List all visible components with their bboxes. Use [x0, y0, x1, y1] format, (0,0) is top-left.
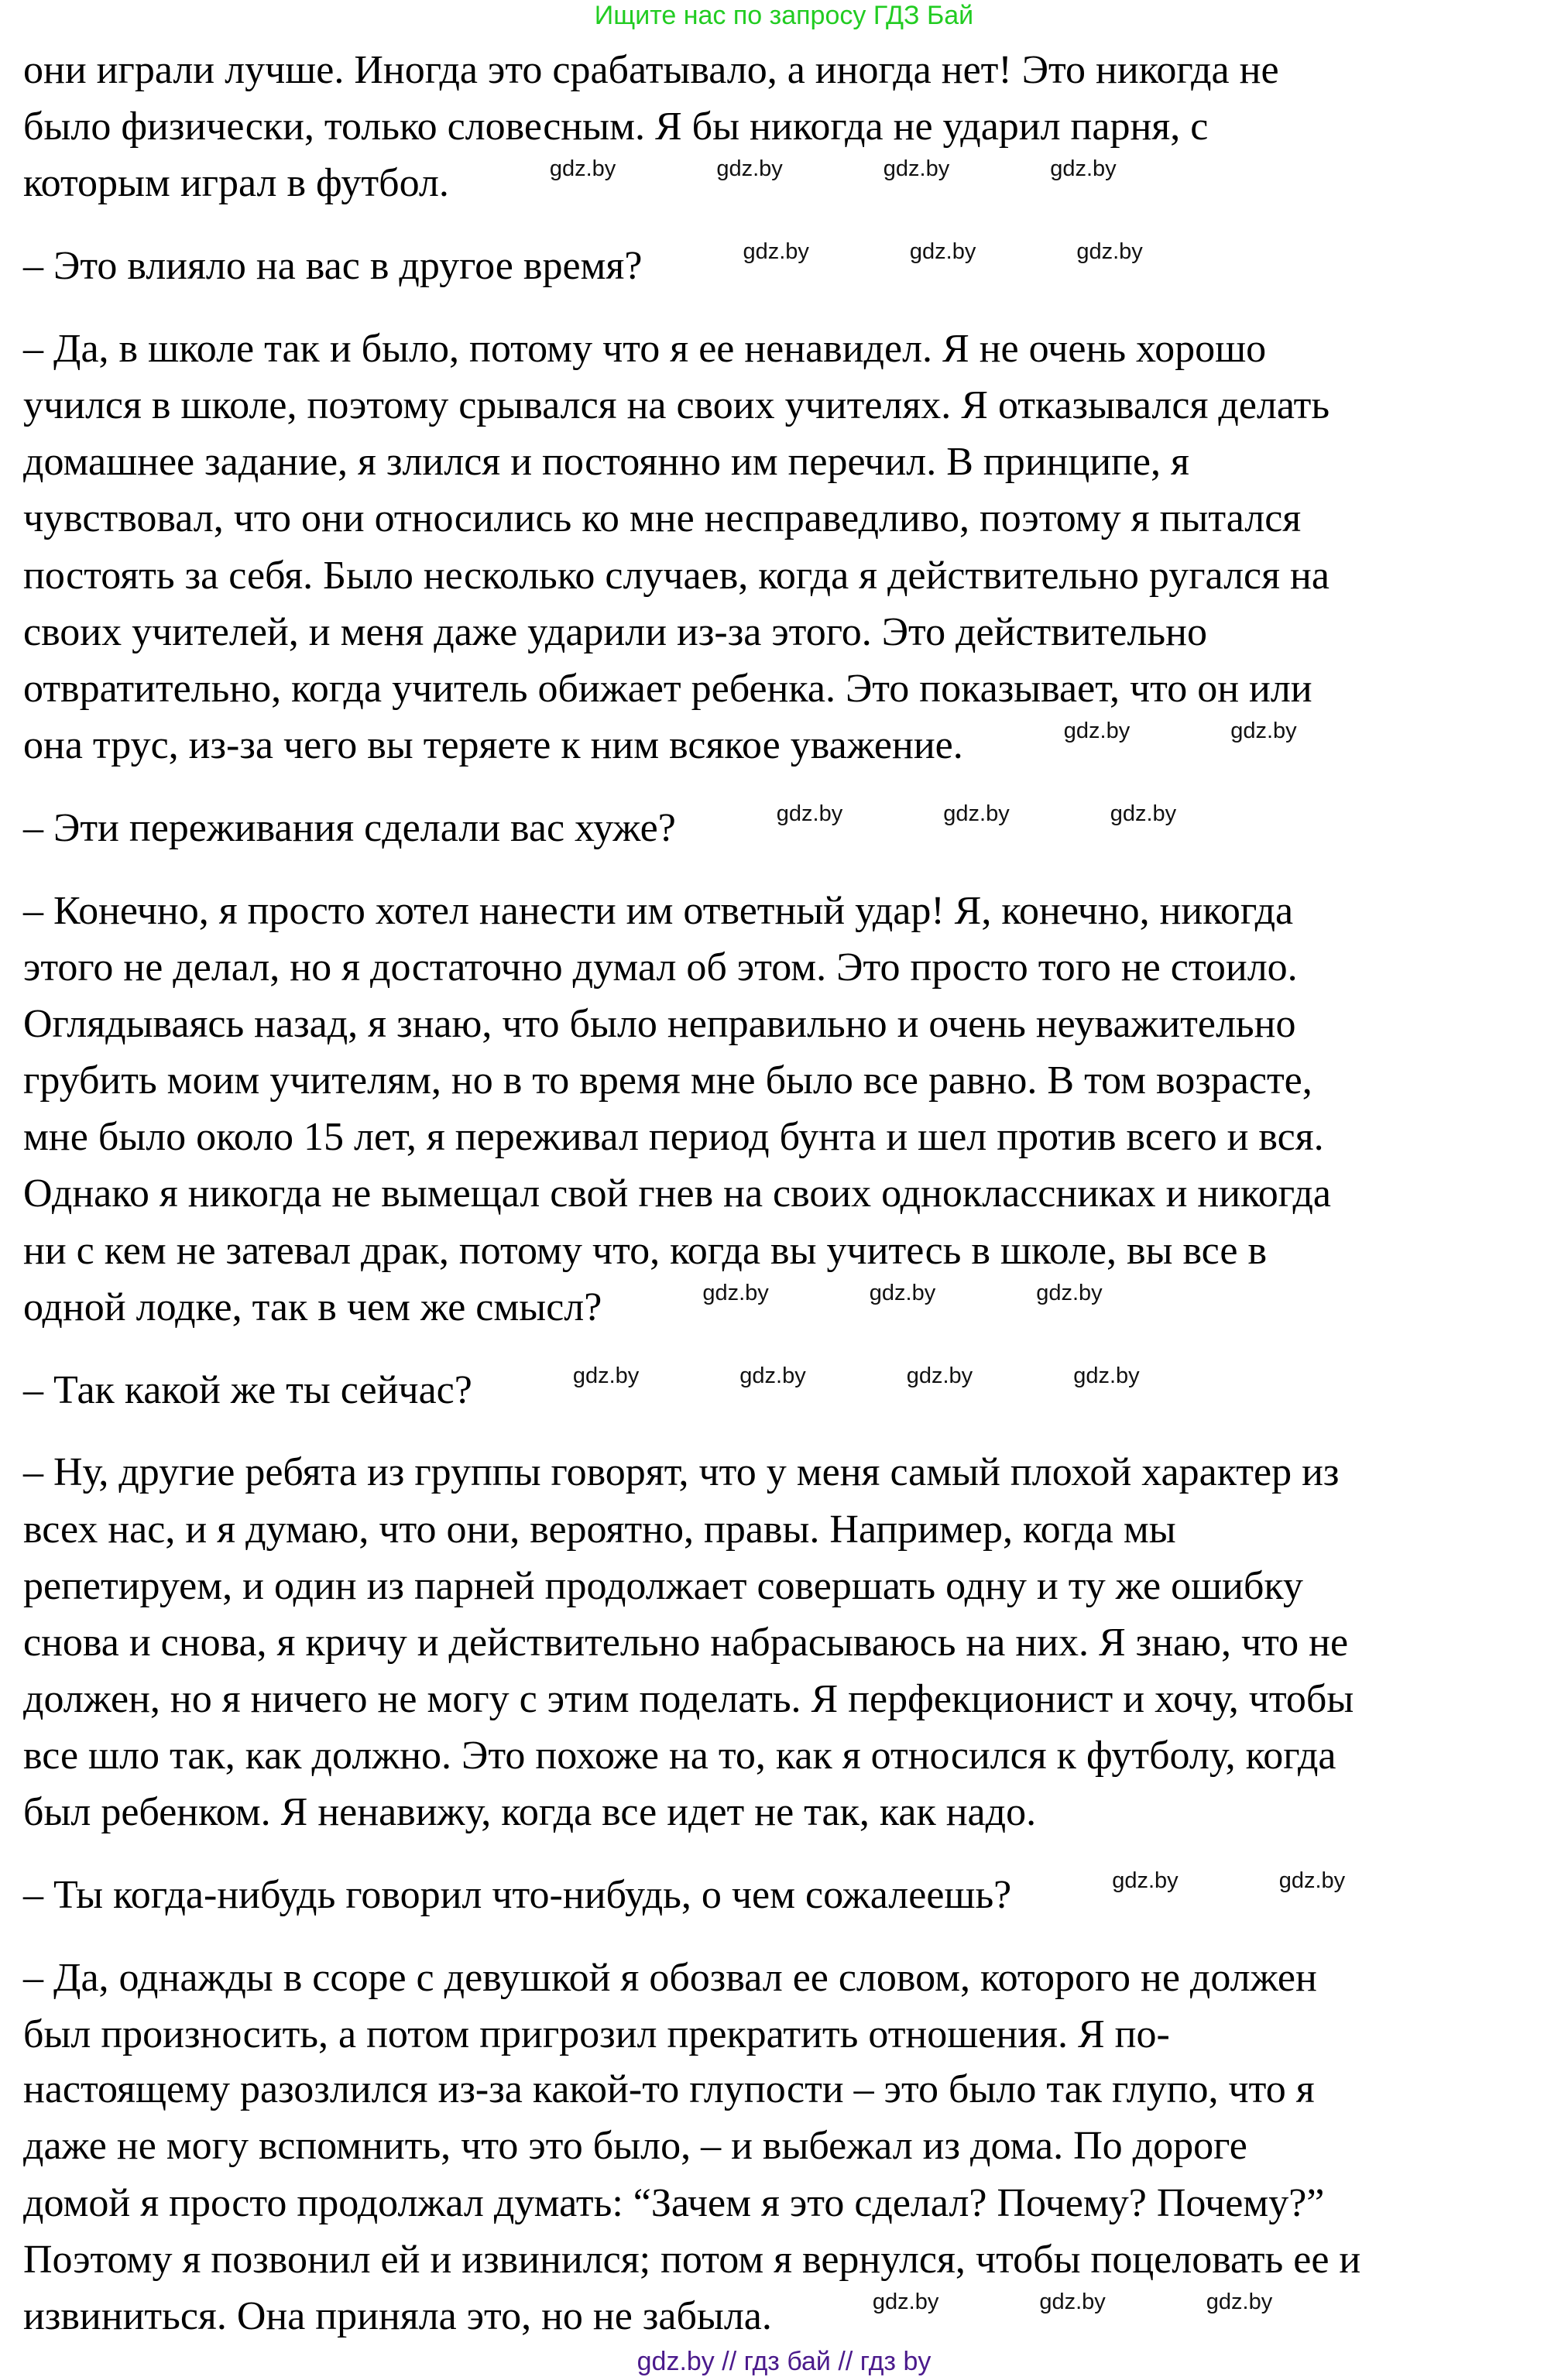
text-line: [23, 2118, 1247, 2174]
text-line-content: этого не делал, но я достаточно думал об этом. Это просто того не стоило.: [23, 945, 1298, 990]
text-line: [23, 940, 1298, 996]
text-line: [23, 996, 1295, 1052]
text-line: [23, 491, 1301, 547]
text-line-content: мне было около 15 лет, я переживал период бунта и шел против всего и вся.: [23, 1115, 1324, 1160]
text-line-content: всех нас, и я думаю, что они, вероятно, правы. Например, когда мы: [23, 1507, 1176, 1552]
watermark: gdz.by: [1230, 719, 1297, 744]
text-line-content: Поэтому я позвонил ей и извинился; потом я вернулся, чтобы поцеловать ее и: [23, 2237, 1361, 2282]
text-line: [23, 2176, 1324, 2231]
text-line: [23, 1363, 1140, 1418]
text-line-content: которым играл в футбол.: [23, 161, 449, 206]
watermark: gdz.by: [716, 156, 783, 182]
text-line: [23, 801, 1176, 856]
text-line: [23, 1502, 1176, 1558]
footer-links[interactable]: gdz.by // гдз бай // гдз by: [636, 2347, 932, 2376]
text-line: [23, 2062, 1315, 2118]
watermark: gdz.by: [549, 156, 616, 182]
search-banner: Ищите нас по запросу ГДЗ Бай: [594, 1, 974, 30]
watermark: gdz.by: [572, 1363, 640, 1388]
watermark: gdz.by: [1110, 801, 1177, 826]
text-line: [23, 1950, 1317, 2006]
text-line: [23, 605, 1207, 660]
text-line: [23, 1445, 1339, 1501]
text-line-content: чувствовал, что они относились ко мне несправедливо, поэтому я пытался: [23, 496, 1302, 541]
text-line-content: – Ты когда-нибудь говорил что-нибудь, о чем сожалеешь?: [23, 1873, 1012, 1918]
text-line-content: был ребенком. Я ненавижу, когда все идет не так, как надо.: [23, 1790, 1037, 1835]
text-line: [23, 1728, 1336, 1784]
text-line: [23, 43, 1279, 98]
watermark: gdz.by: [943, 801, 1010, 826]
text-line: [23, 99, 1208, 155]
watermark: gdz.by: [702, 1280, 769, 1305]
watermark: gdz.by: [909, 239, 976, 265]
text-line-content: – Эти переживания сделали вас хуже?: [23, 805, 676, 850]
text-line-content: – Да, однажды в ссоре с девушкой я обозвал ее словом, которого не должен: [23, 1955, 1317, 2000]
text-line-content: репетируем, и один из парней продолжает совершать одну и ту же ошибку: [23, 1563, 1303, 1608]
text-line: [23, 1672, 1354, 1727]
text-line: [23, 883, 1293, 939]
text-line-content: она трус, из-за чего вы теряете к ним всякое уважение.: [23, 723, 963, 768]
text-line-content: постоять за себя. Было несколько случаев, когда я действительно ругался на: [23, 553, 1330, 598]
text-line: [23, 2289, 1272, 2344]
watermark: gdz.by: [906, 1363, 973, 1388]
text-line-content: даже не могу вспомнить, что это было, – и выбежал из дома. По дороге: [23, 2124, 1247, 2169]
text-line: [23, 661, 1312, 717]
text-line: [23, 1559, 1303, 1614]
text-line-content: отвратительно, когда учитель обижает ребенка. Это показывает, что он или: [23, 666, 1312, 711]
text-line-content: – Конечно, я просто хотел нанести им ответный удар! Я, конечно, никогда: [23, 888, 1294, 933]
watermark: gdz.by: [776, 801, 843, 826]
text-line-content: домашнее задание, я злился и постоянно им перечил. В принципе, я: [23, 440, 1189, 485]
watermark: gdz.by: [1036, 1280, 1103, 1305]
text-line-content: – Ну, другие ребята из группы говорят, что у меня самый плохой характер из: [23, 1450, 1340, 1495]
watermark: gdz.by: [1050, 156, 1117, 182]
text-line-content: ни с кем не затевал драк, потому что, когда вы учитесь в школе, вы все в: [23, 1228, 1268, 1273]
text-line: [23, 2232, 1360, 2288]
text-line: [23, 1223, 1267, 1279]
watermark: gdz.by: [743, 239, 809, 265]
text-line: [23, 2007, 1170, 2063]
text-line: [23, 1053, 1312, 1109]
watermark: gdz.by: [883, 156, 950, 182]
watermark: gdz.by: [1112, 1868, 1179, 1894]
text-line: [23, 378, 1330, 434]
text-line: [23, 434, 1189, 490]
text-line: [23, 156, 1117, 211]
text-line-content: – Да, в школе так и было, потому что я ее ненавидел. Я не очень хорошо: [23, 326, 1267, 371]
text-line-content: Однако я никогда не вымещал свой гнев на своих одноклассниках и никогда: [23, 1171, 1331, 1216]
text-line-content: все шло так, как должно. Это похоже на то, как я относился к футболу, когда: [23, 1734, 1336, 1778]
text-line-content: учился в школе, поэтому срывался на своих учителях. Я отказывался делать: [23, 383, 1330, 428]
text-line-content: было физически, только словесным. Я бы никогда не ударил парня, с: [23, 105, 1209, 149]
text-line-content: одной лодке, так в чем же смысл?: [23, 1285, 602, 1329]
text-line-content: своих учителей, и меня даже ударили из-за этого. Это действительно: [23, 609, 1207, 654]
text-line-content: – Так какой же ты сейчас?: [23, 1367, 472, 1412]
watermark: gdz.by: [739, 1363, 806, 1388]
text-line-content: должен, но я ничего не могу с этим поделать. Я перфекционист и хочу, чтобы: [23, 1677, 1354, 1722]
text-line: [23, 1166, 1331, 1222]
text-line-content: Оглядываясь назад, я знаю, что было неправильно и очень неуважительно: [23, 1001, 1296, 1046]
watermark: gdz.by: [872, 2289, 939, 2314]
watermark: gdz.by: [1278, 1868, 1346, 1894]
watermark: gdz.by: [869, 1280, 936, 1305]
text-line-content: – Это влияло на вас в другое время?: [23, 244, 643, 289]
text-line-content: извиниться. Она приняла это, но не забыла.: [23, 2293, 772, 2338]
text-line: [23, 548, 1330, 604]
text-line: [23, 1615, 1348, 1671]
text-line-content: грубить моим учителям, но в то время мне было все равно. В том возрасте,: [23, 1058, 1312, 1103]
text-line-content: был произносить, а потом пригрозил прекратить отношения. Я по-: [23, 2012, 1170, 2057]
text-line: [23, 718, 1297, 773]
watermark: gdz.by: [1039, 2289, 1106, 2314]
watermark: gdz.by: [1073, 1363, 1140, 1388]
text-line: [23, 321, 1266, 377]
watermark: gdz.by: [1076, 239, 1143, 265]
text-line-content: настоящему разозлился из-за какой-то глупости – это было так глупо, что я: [23, 2067, 1315, 2112]
text-line-content: снова и снова, я кричу и действительно набрасываюсь на них. Я знаю, что не: [23, 1620, 1349, 1665]
watermark: gdz.by: [1206, 2289, 1273, 2314]
text-line: [23, 238, 1143, 294]
text-line: [23, 1785, 1036, 1840]
watermark: gdz.by: [1063, 719, 1131, 744]
text-line: [23, 1868, 1345, 1923]
text-line-content: домой я просто продолжал думать: “Зачем я это сделал? Почему? Почему?”: [23, 2180, 1325, 2225]
text-line: [23, 1280, 1103, 1336]
text-line: [23, 1110, 1324, 1165]
text-line-content: они играли лучше. Иногда это срабатывало, а иногда нет! Это никогда не: [23, 47, 1279, 92]
